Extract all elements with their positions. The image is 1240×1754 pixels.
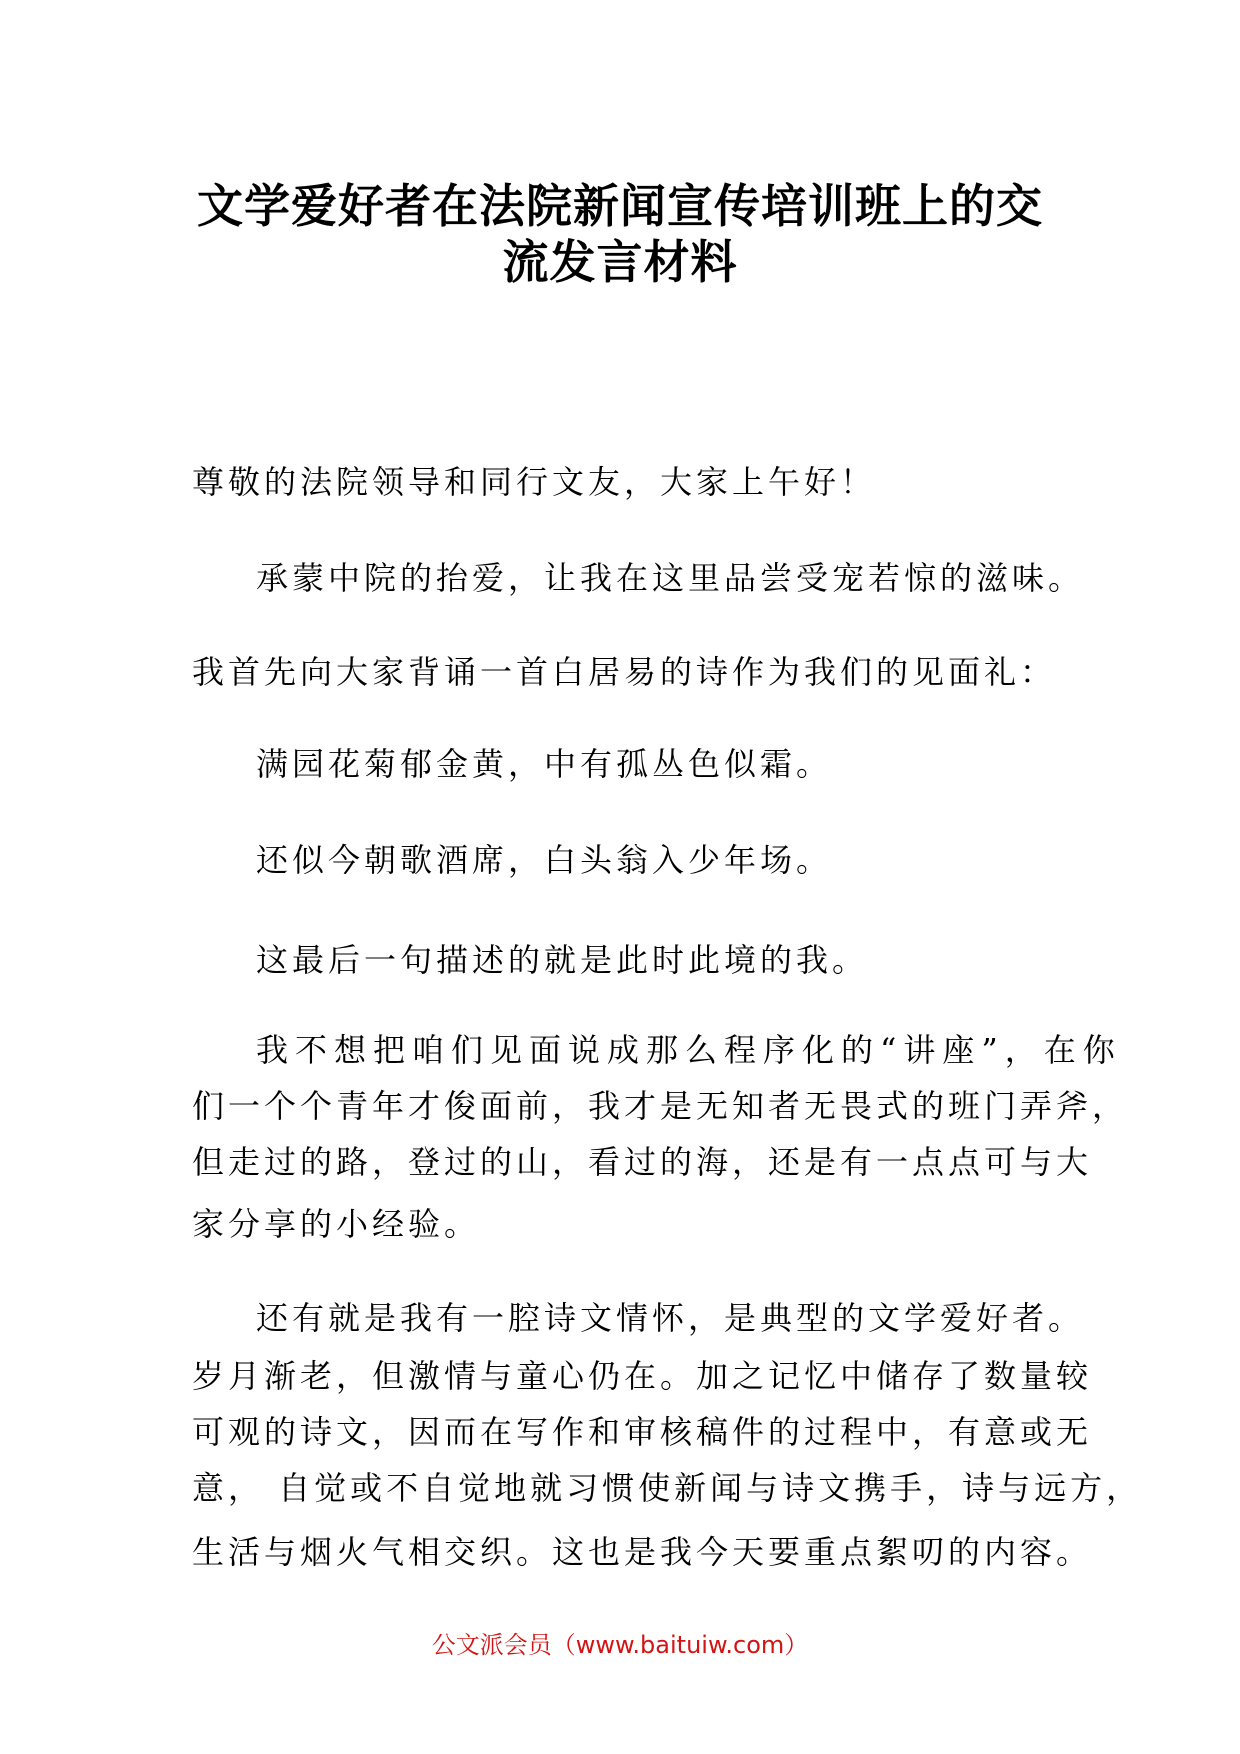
document-title-line-2: 流发言材料 xyxy=(502,235,738,289)
body-line-6: 我不想把咱们见面说成那么程序化的“讲座”，在你 xyxy=(256,1031,1122,1069)
body-line-10: 还有就是我有一腔诗文情怀，是典型的文学爱好者。 xyxy=(256,1299,1085,1337)
body-line-13: 意， 自觉或不自觉地就习惯使新闻与诗文携手，诗与远方， xyxy=(192,1469,1143,1507)
body-line-8: 但走过的路，登过的山，看过的海，还是有一点点可与大 xyxy=(192,1143,1093,1181)
body-line-7: 们一个个青年才俊面前，我才是无知者无畏式的班门弄斧， xyxy=(192,1087,1129,1125)
body-line-14: 生活与烟火气相交织。这也是我今天要重点絮叨的内容。 xyxy=(192,1533,1093,1571)
body-line-2: 我首先向大家背诵一首白居易的诗作为我们的见面礼： xyxy=(192,653,1057,691)
body-line-5: 这最后一句描述的就是此时此境的我。 xyxy=(256,941,869,979)
footer-watermark-text: 公文派会员（www.baituiw.com） xyxy=(431,1631,809,1659)
body-line-12: 可观的诗文，因而在写作和审核稿件的过程中，有意或无 xyxy=(192,1413,1093,1451)
body-line-9: 家分享的小经验。 xyxy=(192,1205,481,1243)
body-line-1: 承蒙中院的抬爱，让我在这里品尝受宠若惊的滋味。 xyxy=(256,559,1085,597)
body-line-11: 岁月渐老，但激情与童心仍在。加之记忆中储存了数量较 xyxy=(192,1357,1093,1395)
poem-line-2: 还似今朝歌酒席，白头翁入少年场。 xyxy=(256,841,833,879)
poem-line-1: 满园花菊郁金黄，中有孤丛色似霜。 xyxy=(256,745,833,783)
document-title-line-1: 文学爱好者在法院新闻宣传培训班上的交 xyxy=(197,179,1043,233)
body-line-greeting: 尊敬的法院领导和同行文友，大家上午好！ xyxy=(192,463,877,501)
